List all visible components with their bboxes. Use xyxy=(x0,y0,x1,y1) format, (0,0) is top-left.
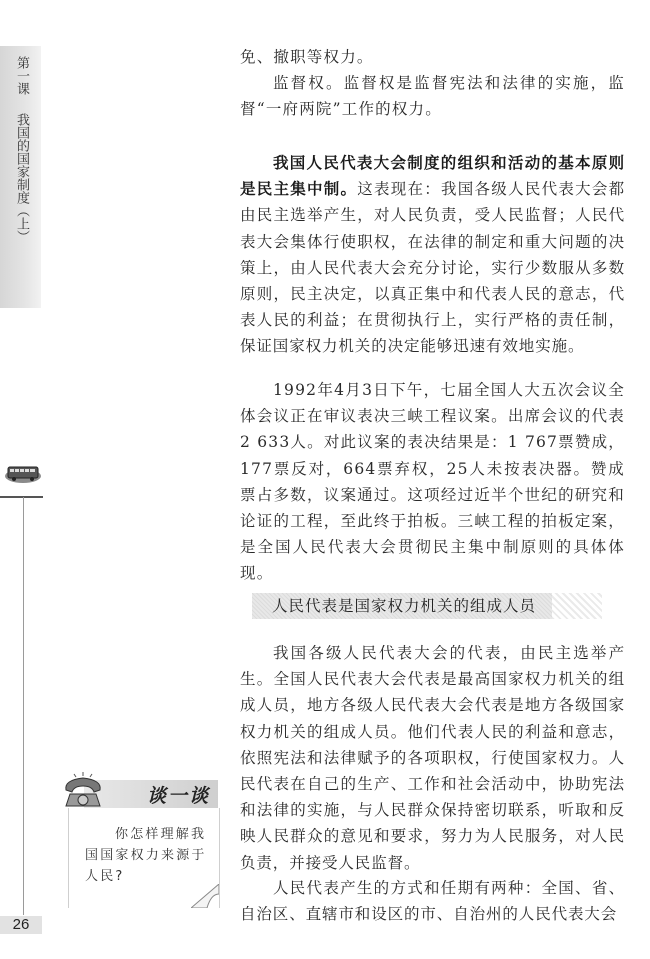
chapter-vertical-label xyxy=(13,56,29,243)
sidebar-divider xyxy=(0,496,43,498)
sidebar-vertical-line xyxy=(23,497,24,915)
paragraph-deputies: 我国各级人民代表大会的代表，由民主选举产生。全国人民代表大会代表是最高国家权力机关的组成人员，地方各级人民代表大会代表是地方各级国家权力机关的组成人员。他们代表人民的利益和意志，依照宪法和法律赋予的各项职权，行使国家权力。人民代表在自己的生产、工作和社会活动中，协助宪法和法律的实施，与人民群众保持密切联系，听取和反映人民群众的意见和要求，努力为人民服务，对人民负责，并接受人民监督。 xyxy=(240,644,625,872)
section-heading xyxy=(252,593,562,619)
principle-text: 这表现在：我国各级人民代表大会都由民主选举产生，对人民负责，受人民监督；人民代表大会集体行使职权，在法律的制定和重大问题的决策上，由人民代表大会充分讨论，实行少数服从多数原则，民主决定，以真正集中和代表人民的意志，代表人民的利益；在贯彻执行上，实行严格的责任制，保证国家权力机关的决定能够迅速有效地实施。 xyxy=(240,180,625,356)
talk-box-title: 谈一谈 xyxy=(146,785,210,807)
chapter-title: 我国的国家制度（上） xyxy=(14,113,29,243)
telephone-icon xyxy=(60,770,106,810)
paragraph-1: 免、撤职等权力。 xyxy=(240,48,374,66)
section-heading-text: 人民代表是国家权力机关的组成人员 xyxy=(272,597,537,615)
talk-box-body xyxy=(68,808,220,908)
paragraph-three-gorges-case: 1992年4月3日下午，七届全国人大五次会议全体会议正在审议表决三峡工程议案。出席会议的代表2 633人。对此议案的表决结果是：1 767票赞成，177票反对，664票弃权，25人未按表决器。赞成票占多数，议案通过。这项经过近半个世纪的研究和论证的工程，至此终于拍板。三峡工程的拍板定案，是全国人民代表大会贯彻民主集中制原则的具体体现。 xyxy=(240,381,625,583)
talk-box-question: 你怎样理解我国国家权力来源于人民? xyxy=(85,827,207,884)
talk-box xyxy=(60,770,218,910)
paragraph-election-terms: 人民代表产生的方式和任期有两种：全国、省、自治区、直辖市和设区的市、自治州的人民代表大会 xyxy=(240,879,625,924)
bus-icon xyxy=(4,464,42,484)
chapter-label: 第一课 xyxy=(14,56,29,95)
paragraph-democratic-centralism xyxy=(240,150,625,360)
heading-fade-decoration xyxy=(552,593,602,619)
chapter-side-tab xyxy=(0,46,41,308)
page-number: 26 xyxy=(0,916,42,934)
principle-bold-text: 我国人民代表大会制度的组织和活动的基本原则是民主集中制。 xyxy=(240,154,625,199)
paragraph-supervision: 监督权。监督权是监督宪法和法律的实施，监督“一府两院”工作的权力。 xyxy=(240,74,625,119)
page-curl-icon xyxy=(191,884,219,908)
